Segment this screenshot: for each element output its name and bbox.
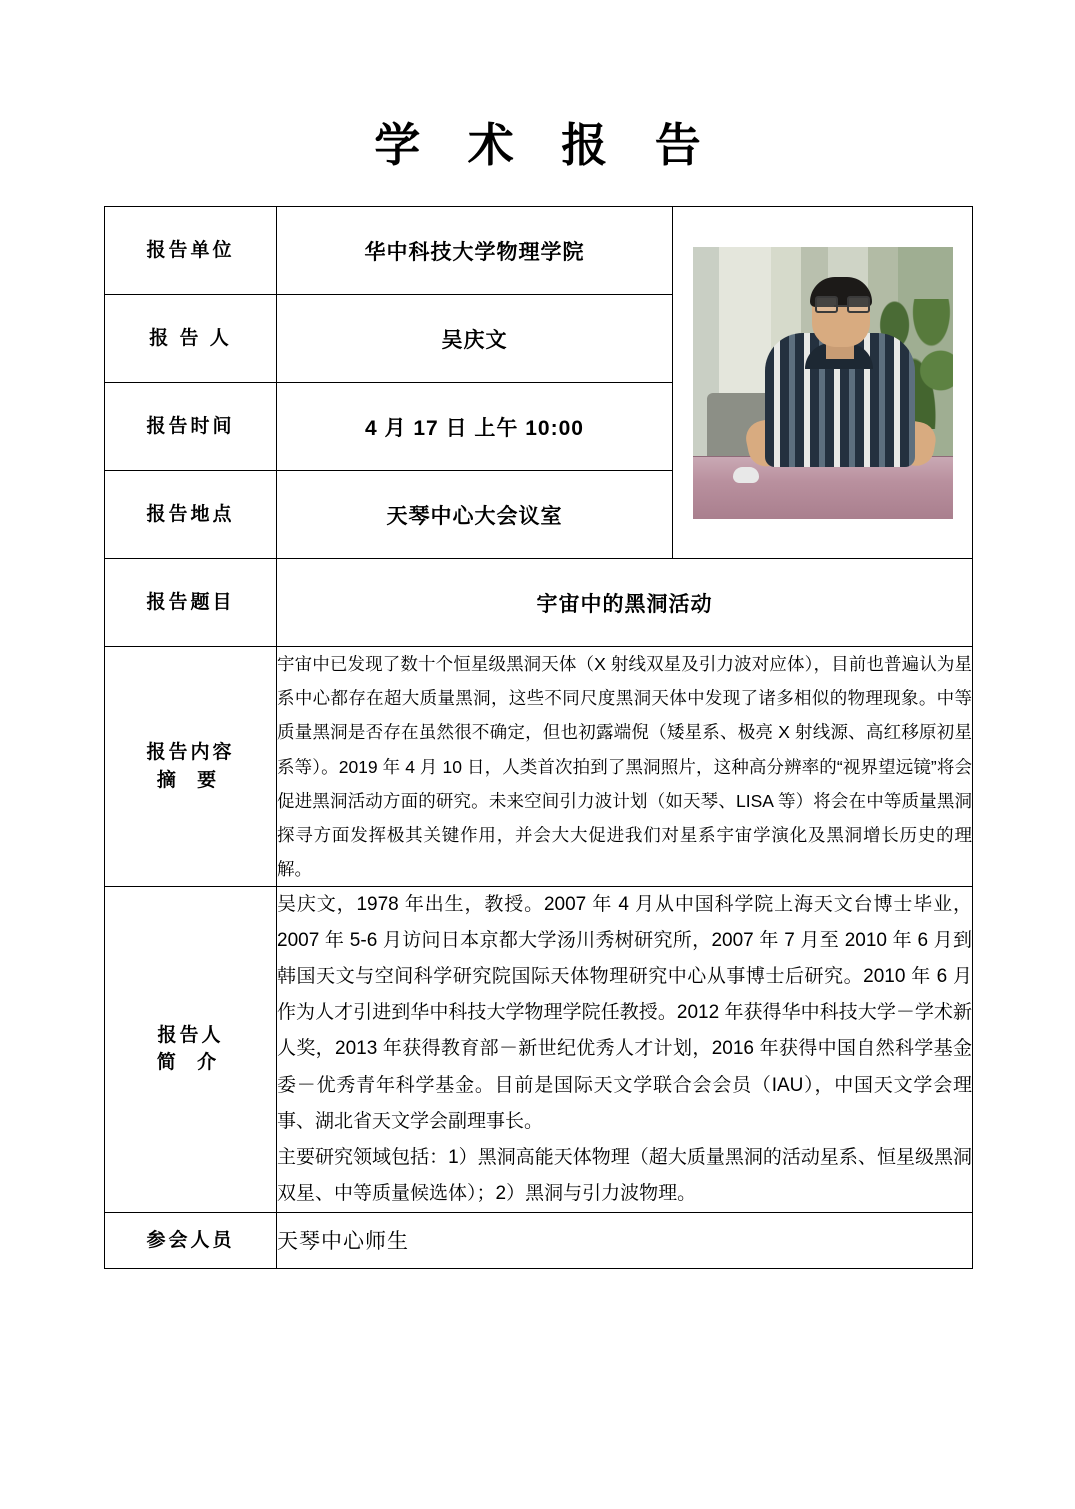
value-topic: 宇宙中的黑洞活动 [277, 559, 973, 647]
bio-paragraph-1: 吴庆文，1978 年出生，教授。2007 年 4 月从中国科学院上海天文台博士毕业，2007 年 5-6 月访问日本京都大学汤川秀树研究所，2007 年 7 月至 2010 年 6 月到韩国天文与空间科学研究院国际天体物理研究中心从事博士后研究。2010 年 6 月作为人才引进到华中科技大学物理学院任教授。2012 年获得华中科技大学－学术新人奖，2013 年获得教育部－新世纪优秀人才计划，2016 年获得中国自然科学基金委－优秀青年科学基金。目前是国际天文学联合会会员（IAU），中国天文学会理事、湖北省天文学会副理事长。 [277, 894, 972, 1132]
value-abstract [277, 647, 973, 887]
speaker-photo [693, 247, 953, 519]
mouse-icon [733, 467, 759, 483]
label-place-line: 报告地点 [146, 503, 235, 525]
label-speaker [105, 295, 277, 383]
abstract-paragraph: 宇宙中已发现了数十个恒星级黑洞天体（X 射线双星及引力波对应体），目前也普遍认为星系中心都存在超大质量黑洞，这些不同尺度黑洞天体中发现了诸多相似的物理现象。中等质量黑洞是否存在虽然很不确定，但也初露端倪（矮星系、极亮 X 射线源、高红移原初星系等）。2019 年 4 月 10 日，人类首次拍到了黑洞照片，这种高分辨率的“视界望远镜”将会促进黑洞活动方面的研究。未来空间引力波计划（如天琴、LISA 等）将会在中等质量黑洞探寻方面发挥极其关键作用，并会大大促进我们对星系宇宙学演化及黑洞增长历史的理解。 [277, 654, 972, 879]
table-row [105, 559, 973, 647]
label-abstract-line-2: 摘 要 [156, 769, 225, 791]
table-row [105, 887, 973, 1213]
label-speaker-line: 报 告 人 [149, 327, 232, 349]
label-unit [105, 207, 277, 295]
label-topic [105, 559, 277, 647]
value-unit: 华中科技大学物理学院 [277, 207, 673, 295]
page-title: 学 术 报 告 [374, 120, 719, 171]
value-attendees: 天琴中心师生 [277, 1212, 973, 1268]
value-place: 天琴中心大会议室 [277, 471, 673, 559]
report-info-table [104, 206, 973, 1269]
label-bio-line-1: 报告人 [157, 1024, 224, 1046]
speaker-photo-cell [673, 207, 973, 559]
label-abstract-line-1: 报告内容 [146, 742, 235, 764]
value-bio [277, 887, 973, 1213]
table-row [105, 1212, 973, 1268]
label-bio [105, 887, 277, 1213]
label-attendees-line: 参会人员 [146, 1229, 235, 1251]
table-row [105, 207, 973, 295]
label-time-line: 报告时间 [146, 415, 235, 437]
bio-paragraph-2: 主要研究领域包括：1）黑洞高能天体物理（超大质量黑洞的活动星系、恒星级黑洞双星、中等质量候选体）；2）黑洞与引力波物理。 [277, 1146, 972, 1204]
label-abstract [105, 647, 277, 887]
label-place [105, 471, 277, 559]
value-time: 4 月 17 日 上午 10:00 [277, 383, 673, 471]
label-attendees [105, 1212, 277, 1268]
label-unit-line: 报告单位 [146, 239, 235, 261]
value-speaker: 吴庆文 [277, 295, 673, 383]
glasses-right-lens [847, 296, 870, 313]
label-time [105, 383, 277, 471]
glasses-bridge [834, 305, 847, 307]
table-row [105, 647, 973, 887]
label-topic-line: 报告题目 [146, 591, 235, 613]
label-bio-line-2: 简 介 [156, 1052, 225, 1074]
